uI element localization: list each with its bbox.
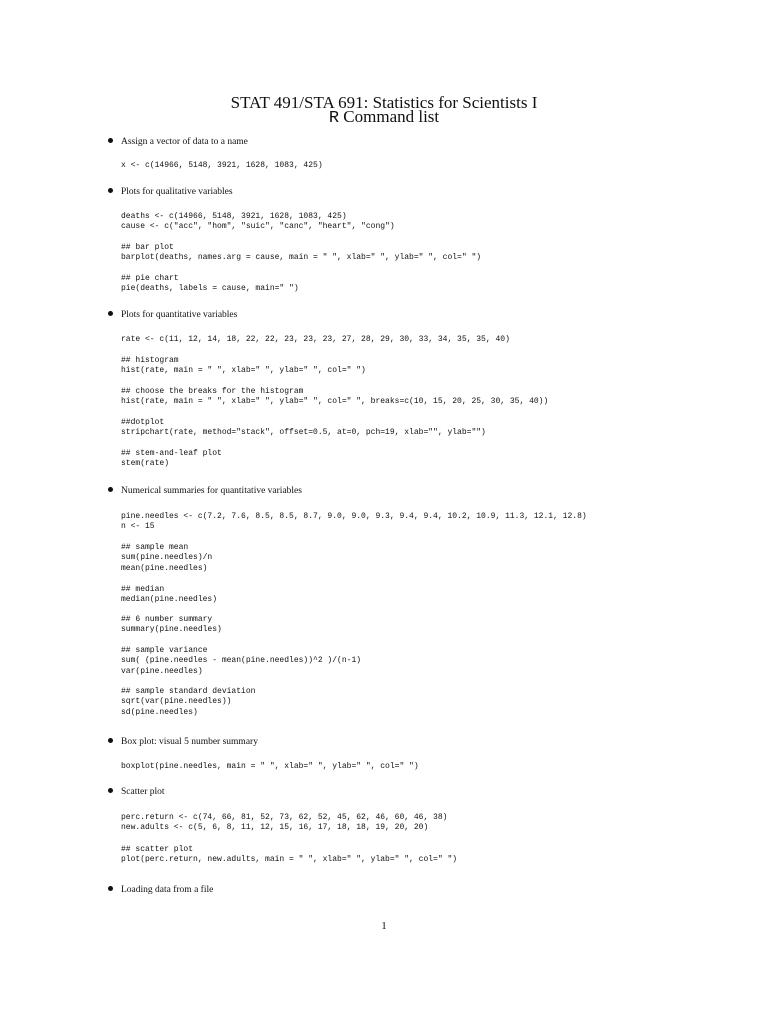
code-line: rate <- c(11, 12, 14, 18, 22, 22, 23, 23, 23, 27, 28, 29, 30, 33, 34, 35, 35, 40) — [121, 335, 510, 344]
code-line: mean(pine.needles) — [121, 563, 208, 573]
section-heading — [108, 136, 248, 148]
code-block — [121, 335, 510, 345]
code-block — [121, 687, 255, 718]
code-line: ## scatter plot — [121, 845, 194, 854]
section-heading-text: Loading data from a file — [121, 885, 214, 895]
section-heading — [108, 786, 165, 798]
code-line: ## histogram — [121, 356, 179, 365]
code-line: plot(perc.return, new.adults, main = " ", xlab=" ", ylab=" ", col=" ") — [121, 855, 458, 865]
code-line: median(pine.needles) — [121, 595, 218, 605]
code-line: pine.needles <- c(7.2, 7.6, 8.5, 8.5, 8.7, 9.0, 9.0, 9.3, 9.4, 9.4, 10.2, 10.9, 11.3, 12.1, 12.8) — [121, 512, 587, 521]
section-heading — [108, 485, 302, 497]
code-line: ## sample standard deviation — [121, 687, 256, 696]
code-block — [121, 243, 481, 264]
page-number: 1 — [381, 920, 387, 932]
code-line: ## pie chart — [121, 274, 179, 283]
code-line: sum(pine.needles)/n — [121, 553, 213, 563]
code-line: hist(rate, main = " ", xlab=" ", ylab=" ", col=" ", breaks=c(10, 15, 20, 25, 30, 35, 40)) — [121, 397, 549, 407]
code-line: cause <- c("acc", "hom", "suic", "canc", "heart", "cong") — [121, 222, 395, 232]
code-block — [121, 212, 395, 233]
code-block — [121, 418, 486, 439]
document-title: STAT 491/STA 691: Statistics for Scientists I — [230, 93, 538, 112]
code-line: var(pine.needles) — [121, 666, 203, 676]
r-label: R — [328, 109, 340, 128]
section-heading-text: Plots for quantitative variables — [121, 310, 238, 320]
code-block — [121, 646, 361, 677]
section-heading — [108, 884, 213, 896]
code-line: stem(rate) — [121, 459, 170, 469]
bullet-icon — [108, 886, 113, 891]
code-block — [121, 585, 217, 606]
section-heading — [108, 736, 258, 748]
code-block — [121, 449, 222, 470]
code-line: stripchart(rate, method="stack", offset=0.5, at=0, pch=19, xlab="", ylab="") — [121, 428, 486, 438]
code-block — [121, 615, 222, 636]
code-line: new.adults <- c(5, 6, 8, 11, 12, 15, 16, 17, 18, 18, 19, 20, 20) — [121, 823, 429, 833]
section-heading — [108, 309, 237, 321]
code-line: ##dotplot — [121, 418, 165, 427]
document-subtitle — [0, 107, 768, 128]
code-block — [121, 161, 323, 171]
code-line: ## sample mean — [121, 543, 189, 552]
bullet-icon — [108, 138, 113, 143]
bullet-icon — [108, 788, 113, 793]
code-line: sd(pine.needles) — [121, 707, 198, 717]
code-line: hist(rate, main = " ", xlab=" ", ylab=" ", col=" ") — [121, 366, 366, 376]
code-line: ## 6 number summary — [121, 615, 213, 624]
bullet-icon — [108, 487, 113, 492]
code-line: barplot(deaths, names.arg = cause, main = " ", xlab=" ", ylab=" ", col=" ") — [121, 253, 482, 263]
section-heading-text: Plots for qualitative variables — [121, 187, 233, 197]
code-block — [121, 762, 419, 772]
bullet-icon — [108, 188, 113, 193]
code-block — [121, 543, 212, 574]
section-heading-text: Box plot: visual 5 number summary — [121, 737, 258, 747]
section-heading — [108, 186, 233, 198]
code-line: ## sample variance — [121, 646, 208, 655]
code-block — [121, 813, 447, 834]
code-block — [121, 356, 366, 377]
code-line: sum( (pine.needles - mean(pine.needles))^2 )/(n-1) — [121, 656, 362, 666]
section-heading-text: Numerical summaries for quantitative variables — [121, 486, 302, 496]
code-block — [121, 845, 457, 866]
code-line: summary(pine.needles) — [121, 625, 222, 635]
code-block — [121, 274, 299, 295]
code-line: boxplot(pine.needles, main = " ", xlab=" ", ylab=" ", col=" ") — [121, 762, 419, 771]
subtitle-text: Command list — [339, 107, 440, 126]
code-line: ## stem-and-leaf plot — [121, 449, 222, 458]
code-line: pie(deaths, labels = cause, main=" ") — [121, 284, 299, 294]
code-line: n <- 15 — [121, 522, 155, 532]
section-heading-text: Assign a vector of data to a name — [121, 137, 248, 147]
code-line: perc.return <- c(74, 66, 81, 52, 73, 62, 52, 45, 62, 46, 60, 46, 38) — [121, 813, 448, 822]
bullet-icon — [108, 738, 113, 743]
code-line: ## median — [121, 585, 165, 594]
bullet-icon — [108, 311, 113, 316]
code-line: ## choose the breaks for the histogram — [121, 387, 304, 396]
code-line: sqrt(var(pine.needles)) — [121, 697, 232, 707]
section-heading-text: Scatter plot — [121, 787, 165, 797]
code-block — [121, 387, 548, 408]
code-line: x <- c(14966, 5148, 3921, 1628, 1083, 425) — [121, 161, 323, 170]
code-block — [121, 512, 587, 533]
code-line: deaths <- c(14966, 5148, 3921, 1628, 1083, 425) — [121, 212, 347, 221]
code-line: ## bar plot — [121, 243, 174, 252]
